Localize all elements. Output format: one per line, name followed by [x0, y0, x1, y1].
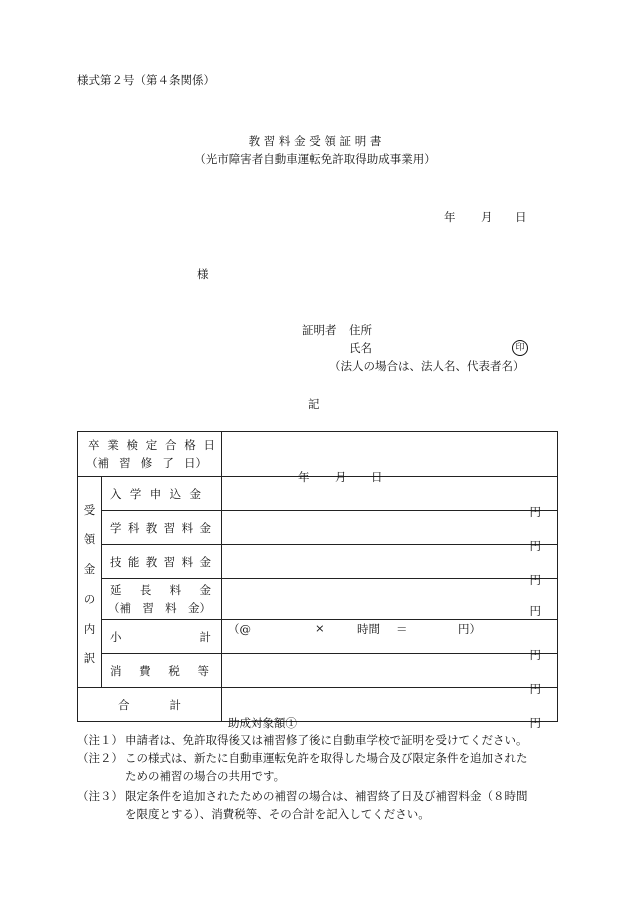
academic-fee-label: 学 科 教 習 料 金 [102, 511, 222, 545]
tax-amount[interactable]: 円 [222, 654, 558, 688]
admission-fee-amount[interactable]: 円 [222, 477, 558, 511]
extension-fee-label: 延 長 料 金 （補 習 料 金） [102, 579, 222, 620]
certifier-note: （法人の場合は、法人名、代表者名） [329, 359, 525, 373]
subsidy-target-label: 助成対象額① [228, 715, 297, 730]
addressee-suffix: 様 [197, 267, 209, 281]
tax-label: 消 費 税 等 [102, 654, 222, 688]
total-label: 合 計 [78, 688, 222, 722]
extension-fee-amount[interactable]: 円 （@ × 時間 ＝ 円） [222, 579, 558, 620]
table-row [78, 511, 558, 545]
document-title: 教 習 料 金 受 領 証 明 書 [248, 134, 382, 148]
document-subtitle: （光市障害者自動車運転免許取得助成事業用） [194, 152, 436, 166]
formula-times: × [315, 621, 325, 635]
grad-date-day: 日 [371, 470, 383, 484]
date-month: 月 [481, 210, 493, 224]
grad-date-value-cell[interactable] [222, 432, 558, 484]
grad-date-label-cell [78, 432, 222, 477]
grad-date-row [78, 432, 558, 477]
note-2: （注２） この様式は、新たに自動車運転免許を取得した場合及び限定条件を追加された ための補習の場合の共用です。 [77, 751, 528, 783]
date-day: 日 [515, 210, 527, 224]
subtotal-label: 小 計 [102, 620, 222, 654]
seal-mark [512, 339, 528, 356]
skill-fee-label: 技 能 教 習 料 金 [102, 545, 222, 579]
note-1: （注１） 申請者は、免許取得後又は補習修了後に自動車学校で証明を受けてください。 [77, 733, 528, 747]
academic-fee-amount[interactable]: 円 [222, 511, 558, 545]
certifier-label: 証明者 [302, 323, 337, 337]
note-3: （注３） 限定条件を追加されたための補習の場合は、補習終了日及び補習料金（８時間 を限度とする）、消費税等、その合計を記入してください。 [77, 789, 528, 821]
formula-open: （@ [228, 622, 251, 636]
formula-close: 円） [458, 622, 481, 636]
grad-date-label-2: （補 習 修 了 日） [86, 456, 207, 470]
skill-fee-amount[interactable]: 円 [222, 545, 558, 579]
extension-row [78, 579, 558, 620]
formula-equals: ＝ [396, 622, 408, 636]
certifier-address-label: 住所 [349, 323, 372, 337]
date-year: 年 [444, 210, 456, 224]
breakdown-side-label: 受 領 金 の 内 訳 [78, 477, 102, 688]
total-row [78, 688, 558, 722]
tax-row [78, 654, 558, 688]
table-row [78, 545, 558, 579]
grad-date-month: 月 [335, 470, 347, 484]
table-row [78, 477, 558, 511]
grad-date-year: 年 [298, 470, 310, 484]
receipt-table [77, 431, 558, 730]
subtotal-amount[interactable]: 円 [222, 620, 558, 654]
certifier-name-label: 氏名 [349, 341, 372, 355]
total-amount[interactable]: 助成対象額① 円 [222, 688, 558, 722]
ki-heading: 記 [308, 397, 320, 411]
admission-fee-label: 入 学 申 込 金 [102, 477, 222, 511]
formula-hours: 時間 [357, 622, 380, 636]
seal-icon: 印 [512, 340, 528, 356]
grad-date-label-1: 卒 業 検 定 合 格 日 [88, 438, 215, 452]
form-number: 様式第２号（第４条関係） [77, 73, 215, 87]
